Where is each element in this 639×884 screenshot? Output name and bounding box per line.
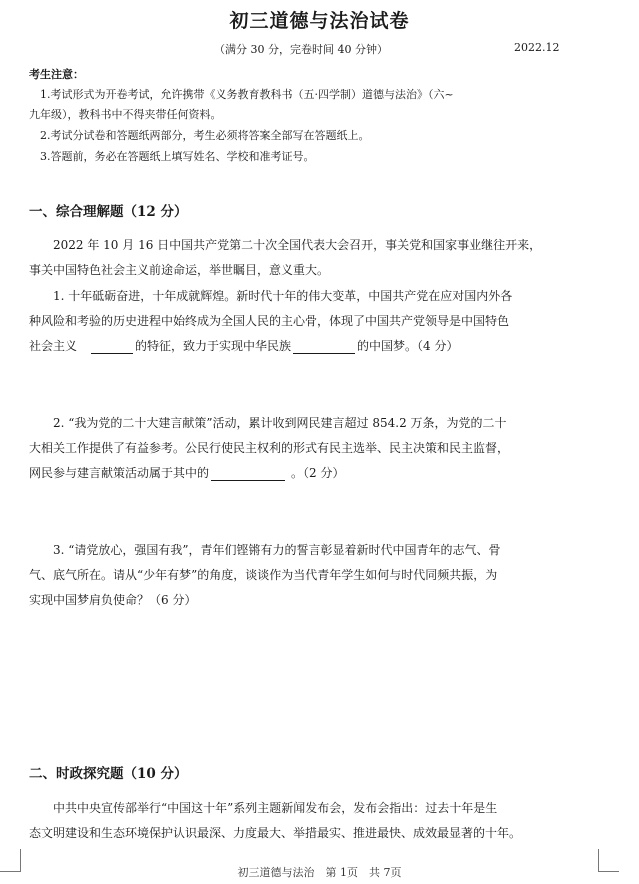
section-1-heading: 一、综合理解题（12 分） bbox=[29, 204, 188, 220]
section-2-intro-cont: 态文明建设和生态环境保护认识最深、力度最大、举措最实、推进最快、成效最显著的十年。 bbox=[29, 826, 522, 840]
question-1: 1. 十年砥砺奋进，十年成就辉煌。新时代十年的伟大变革，中国共产党在应对国内外各 bbox=[53, 289, 513, 303]
question-2-fill-line bbox=[29, 464, 344, 481]
answer-blank-2[interactable] bbox=[293, 341, 355, 354]
question-2-cont: 大相关工作提供了有益参考。公民行使民主权利的形式有民主选举、民主决策和民主监督， bbox=[29, 441, 510, 455]
question-1-part-b: 的特征，致力于实现中华民族 bbox=[135, 339, 292, 353]
question-3-cont-2: 实现中国梦肩负使命？（6 分） bbox=[29, 593, 197, 607]
exam-date: 2022.12 bbox=[514, 41, 560, 54]
question-2: 2. “我为党的二十大建言献策”活动，累计收到网民建言超过 854.2 万条，为党的二十 bbox=[53, 416, 507, 430]
answer-blank-3[interactable] bbox=[211, 468, 285, 481]
question-1-part-a: 社会主义 bbox=[29, 339, 78, 353]
exam-title: 初三道德与法治试卷 bbox=[229, 10, 410, 32]
section-2-heading: 二、时政探究题（10 分） bbox=[29, 766, 188, 782]
question-1-fill-line bbox=[29, 337, 458, 354]
notice-item-1: 1.考试形式为开卷考试，允许携带《义务教育教科书（五·四学制）道德与法治》（六~ bbox=[40, 88, 454, 101]
section-1-intro-cont: 事关中国特色社会主义前途命运，举世瞩目，意义重大。 bbox=[29, 263, 330, 277]
notice-item-1-cont: 九年级），教科书中不得夹带任何资料。 bbox=[29, 108, 222, 121]
notice-item-2: 2.考试分试卷和答题纸两部分，考生必须将答案全部写在答题纸上。 bbox=[40, 129, 370, 142]
exam-subtitle: （满分 30 分，完卷时间 40 分钟） bbox=[214, 43, 388, 56]
notice-item-3: 3.答题前，务必在答题纸上填写姓名、学校和准考证号。 bbox=[40, 150, 315, 163]
page-footer: 初三道德与法治 第 1页 共 7页 bbox=[237, 866, 402, 879]
notice-heading: 考生注意： bbox=[29, 68, 84, 81]
question-1-cont: 种风险和考验的历史进程中始终成为全国人民的主心骨，体现了中国共产党领导是中国特色 bbox=[29, 314, 510, 328]
question-3: 3. “请党放心，强国有我”，青年们铿锵有力的誓言彰显着新时代中国青年的志气、骨 bbox=[53, 543, 501, 557]
question-3-cont: 气、底气所在。请从“少年有梦”的角度，谈谈作为当代青年学生如何与时代同频共振，为 bbox=[29, 568, 498, 582]
section-2-intro: 中共中央宣传部举行“中国这十年”系列主题新闻发布会，发布会指出：过去十年是生 bbox=[53, 801, 498, 815]
question-1-part-c: 的中国梦。（4 分） bbox=[357, 339, 459, 353]
section-1-intro: 2022 年 10 月 16 日中国共产党第二十次全国代表大会召开，事关党和国家事业继往开来， bbox=[53, 238, 542, 252]
question-2-part-b: 。（2 分） bbox=[291, 466, 345, 480]
answer-blank-1[interactable] bbox=[91, 341, 133, 354]
question-2-part-a: 网民参与建言献策活动属于其中的 bbox=[29, 466, 210, 480]
